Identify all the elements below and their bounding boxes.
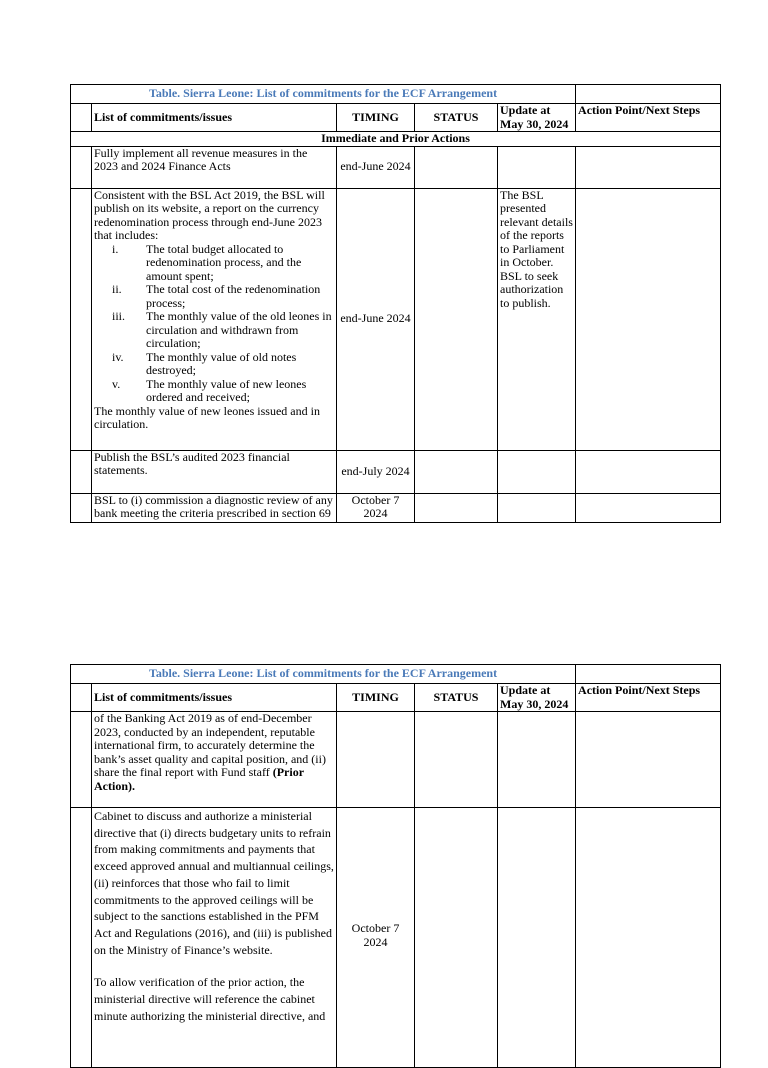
- table-row: [71, 450, 721, 493]
- commitment-cell: [92, 188, 337, 450]
- header-action: Action Point/Next Steps: [576, 684, 721, 712]
- action-cell: [576, 712, 721, 808]
- header-commitments: List of commitments/issues: [92, 104, 337, 132]
- header-commitments: List of commitments/issues: [92, 684, 337, 712]
- table-row: [71, 808, 721, 1068]
- table-caption: Table. Sierra Leone: List of commitments for the ECF Arrangement: [71, 85, 576, 104]
- update-cell: [498, 450, 576, 493]
- update-cell: [498, 493, 576, 522]
- action-cell: [576, 450, 721, 493]
- header-update: Update at May 30, 2024: [498, 684, 576, 712]
- header-status: STATUS: [415, 104, 498, 132]
- action-cell: [576, 493, 721, 522]
- prior-action-label: (Prior Action).: [94, 765, 304, 793]
- update-cell: [498, 808, 576, 1068]
- status-cell: [415, 493, 498, 522]
- commitment-cell: Publish the BSL’s audited 2023 financial statements.: [92, 450, 337, 493]
- caption-row: [71, 85, 721, 104]
- status-cell: [415, 188, 498, 450]
- list-item: iv. The monthly value of old notes destroyed;: [112, 349, 297, 377]
- timing-cell: end-June 2024: [337, 188, 415, 450]
- list-item: ii. The total cost of the redenomination process;: [112, 282, 321, 310]
- commitment-cell: [92, 808, 337, 1068]
- table-row: [71, 188, 721, 450]
- update-cell: [498, 146, 576, 188]
- commitment-list: [94, 243, 334, 405]
- header-timing: TIMING: [337, 104, 415, 132]
- commitment-paragraph: To allow verification of the prior action, the ministerial directive will reference the cabinet minute authorizing the ministerial directive, and: [94, 975, 326, 1023]
- action-cell: [576, 808, 721, 1068]
- status-cell: [415, 808, 498, 1068]
- commitment-cell: Fully implement all revenue measures in the 2023 and 2024 Finance Acts: [92, 146, 337, 188]
- commitment-cell: BSL to (i) commission a diagnostic review of any bank meeting the criteria prescribed in section 69: [92, 493, 337, 522]
- status-cell: [415, 146, 498, 188]
- header-row: [71, 684, 721, 712]
- update-cell: The BSL presented relevant details of the reports to Parliament in October. BSL to seek authorization to publish.: [498, 188, 576, 450]
- timing-cell: October 7 2024: [337, 808, 415, 1068]
- update-cell: [498, 712, 576, 808]
- action-cell: [576, 188, 721, 450]
- status-cell: [415, 450, 498, 493]
- commitments-table-page2: [70, 664, 721, 1068]
- header-status: STATUS: [415, 684, 498, 712]
- table-row: [71, 146, 721, 188]
- caption-row: [71, 665, 721, 684]
- list-item: iii. The monthly value of the old leones in circulation and withdrawn from circulation;: [112, 309, 332, 350]
- action-cell: [576, 146, 721, 188]
- commitment-cell: of the Banking Act 2019 as of end-December 2023, conducted by an independent, reputable international firm, to accurately determine the bank’s asset quality and capital position, and (ii) share the final report with Fund staff (Prior Action).: [92, 712, 337, 808]
- timing-cell: October 7 2024: [337, 493, 415, 522]
- section-row: [71, 132, 721, 147]
- commitment-paragraph: Cabinet to discuss and authorize a ministerial directive that (i) directs budgetary units to refrain from making commitments and payments that exceed approved annual and multiannual ceilings, (ii) reinforces that those who fail to limit commitments to the approved ceilings will be subject to the sanctions established in the PFM Act and Regulations (2016), and (iii) is published on the Ministry of Finance’s website.: [94, 809, 334, 957]
- commitment-intro: Consistent with the BSL Act 2019, the BSL will publish on its website, a report on the currency redenomination process through end-June 2023 that includes:: [94, 187, 325, 242]
- status-cell: [415, 712, 498, 808]
- commitment-outro: The monthly value of new leones issued and in circulation.: [94, 403, 320, 431]
- header-row: [71, 104, 721, 132]
- table-row: [71, 712, 721, 808]
- list-item: i. The total budget allocated to redenomination process, and the amount spent;: [112, 241, 302, 283]
- list-item: v. The monthly value of new leones ordered and received;: [112, 376, 307, 404]
- timing-cell: end-July 2024: [337, 450, 415, 493]
- table-caption: Table. Sierra Leone: List of commitments for the ECF Arrangement: [71, 665, 576, 684]
- section-title: Immediate and Prior Actions: [71, 132, 721, 147]
- header-action: Action Point/Next Steps: [576, 104, 721, 132]
- commitments-table-page1: [70, 84, 721, 523]
- table-row: [71, 493, 721, 522]
- header-update: Update at May 30, 2024: [498, 104, 576, 132]
- timing-cell: end-June 2024: [337, 146, 415, 188]
- timing-cell: [337, 712, 415, 808]
- header-timing: TIMING: [337, 684, 415, 712]
